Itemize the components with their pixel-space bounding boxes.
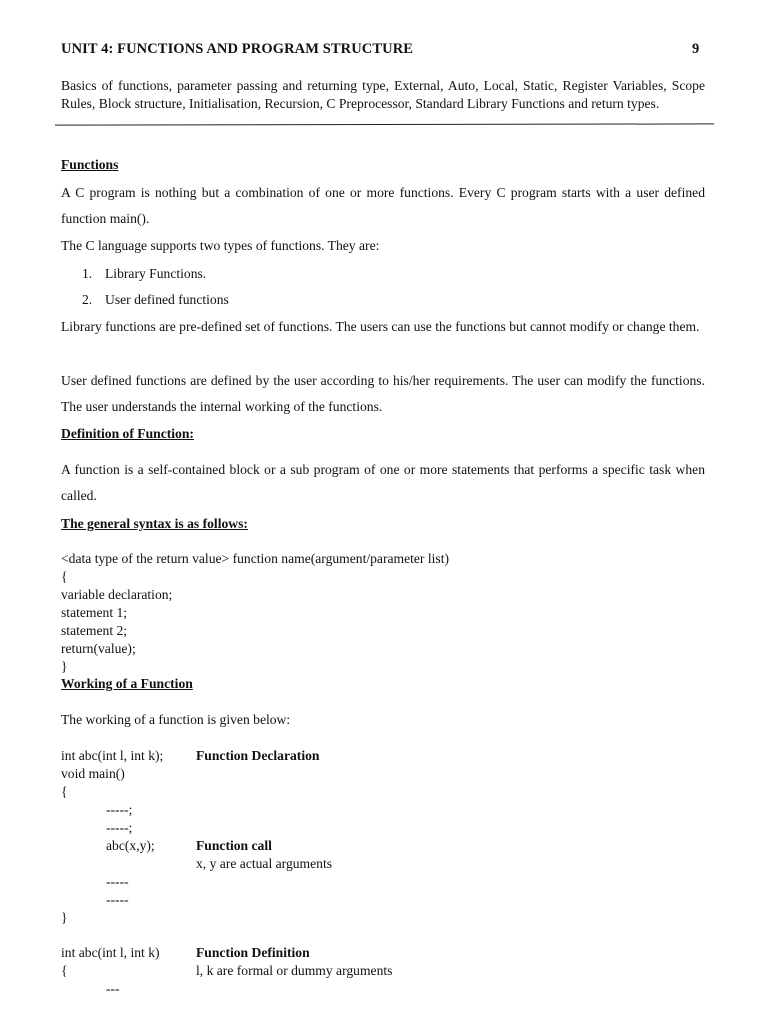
page-number: 9 [692, 41, 700, 57]
library-functions-description: Library functions are pre-defined set of functions. The users can use the functions but cannot modify or change them. [61, 319, 700, 334]
definition-note: l, k are formal or dummy arguments [196, 963, 393, 978]
functions-heading: Functions [61, 157, 119, 172]
definition-label: Function Definition [196, 945, 310, 960]
definition-code: int abc(int l, int k) [61, 945, 160, 960]
working-heading: Working of a Function [61, 676, 193, 691]
call-label: Function call [196, 838, 272, 853]
placeholder-statement: -----; [106, 802, 133, 817]
definition-text: A function is a self-contained block or a sub program of one or more statements that performs a specific task when called. [61, 462, 705, 503]
syntax-line: statement 2; [61, 623, 128, 638]
syntax-line: return(value); [61, 641, 136, 656]
header-divider [55, 123, 714, 125]
placeholder-statement: ----- [106, 892, 129, 907]
unit-title: UNIT 4: FUNCTIONS AND PROGRAM STRUCTURE [61, 41, 414, 57]
unit-syllabus: Basics of functions, parameter passing and returning type, External, Auto, Local, Static, Register Variables, Scope Rules, Block structure, Initialisation, Recursion, C Preprocessor, Standard Library Functions and return types. [61, 78, 705, 111]
list-item-user-defined-functions: User defined functions [105, 292, 229, 307]
list-item-library-functions: Library Functions. [105, 266, 207, 281]
main-code: void main() [61, 766, 125, 781]
functions-intro: A C program is nothing but a combination of one or more functions. Every C program starts with a user defined function main(). [61, 185, 705, 226]
call-code: abc(x,y); [106, 838, 155, 853]
types-intro: The C language supports two types of functions. They are: [61, 238, 380, 253]
definition-heading: Definition of Function: [61, 426, 194, 441]
user-functions-description: User defined functions are defined by the user according to his/her requirements. The user can modify the functions. The user understands the internal working of the functions. [61, 373, 705, 414]
placeholder-statement: -----; [106, 820, 133, 835]
declaration-label: Function Declaration [196, 748, 320, 763]
main-open-brace: { [61, 784, 68, 799]
syntax-line: variable declaration; [61, 587, 173, 602]
working-intro: The working of a function is given below: [61, 712, 291, 727]
list-number: 1. [82, 266, 93, 281]
placeholder-statement: --- [106, 981, 120, 996]
syntax-line: } [61, 659, 68, 674]
placeholder-statement: ----- [106, 874, 129, 889]
declaration-code: int abc(int l, int k); [61, 748, 164, 763]
main-close-brace: } [61, 910, 68, 925]
definition-open-brace: { [61, 963, 68, 978]
syntax-line: statement 1; [61, 605, 128, 620]
syntax-line: <data type of the return value> function name(argument/parameter list) [61, 551, 450, 566]
list-number: 2. [82, 292, 93, 307]
syntax-heading: The general syntax is as follows: [61, 516, 248, 531]
call-note: x, y are actual arguments [196, 856, 333, 871]
syntax-line: { [61, 569, 68, 584]
